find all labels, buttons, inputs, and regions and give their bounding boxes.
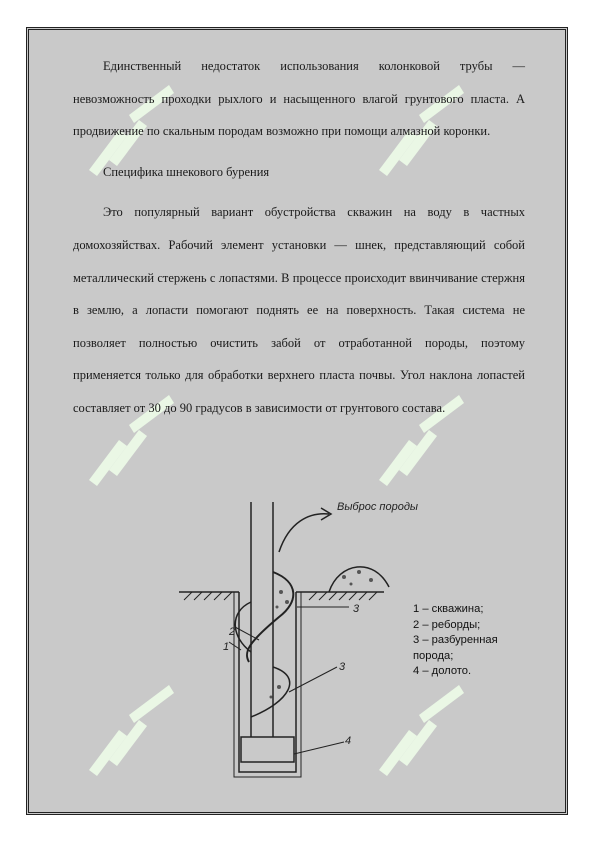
diagram-legend <box>413 602 533 680</box>
section-heading: Специфика шнекового бурения <box>103 164 270 179</box>
callout-number: 3 <box>339 661 346 673</box>
paragraph: Это популярный вариант обустройства скважин на воду в частных домохозяйствах. Рабочий элемент установки — шнек, представляющий собой металлический стержень с лопастями. В процессе происходит ввинчивание стержня в землю, а лопасти помогают поднять ее на поверхность. Такая система не позволяет полностью очистить забой от отработанной породы, поэтому применяется только для обработки верхнего пласта почвы. Угол наклона лопастей составляет от 30 до 90 градусов в зависимости от грунтового состава. <box>73 205 525 415</box>
legend-item: 3 – разбуренная порода; <box>413 634 498 662</box>
callout-number: 1 <box>223 641 230 653</box>
legend-item: 2 – реборды; <box>413 618 481 631</box>
body-text <box>73 50 525 425</box>
legend-item: 4 – долото. <box>413 665 472 677</box>
callout-number: 4 <box>345 735 352 747</box>
document-page <box>26 27 568 815</box>
legend-item: 1 – скважина; <box>413 603 484 615</box>
paragraph: Единственный недостаток использования колонковой трубы — невозможность проходки рыхлого и насыщенного влагой грунтового пласта. А продвижение по скальным породам возможно при помощи алмазной коронки. <box>73 59 525 139</box>
callout-number: 3 <box>353 603 360 615</box>
watermark-logo-icon <box>69 660 189 780</box>
diagram-annotation: Выброс породы <box>337 501 418 513</box>
callout-number: 2 <box>229 626 236 638</box>
